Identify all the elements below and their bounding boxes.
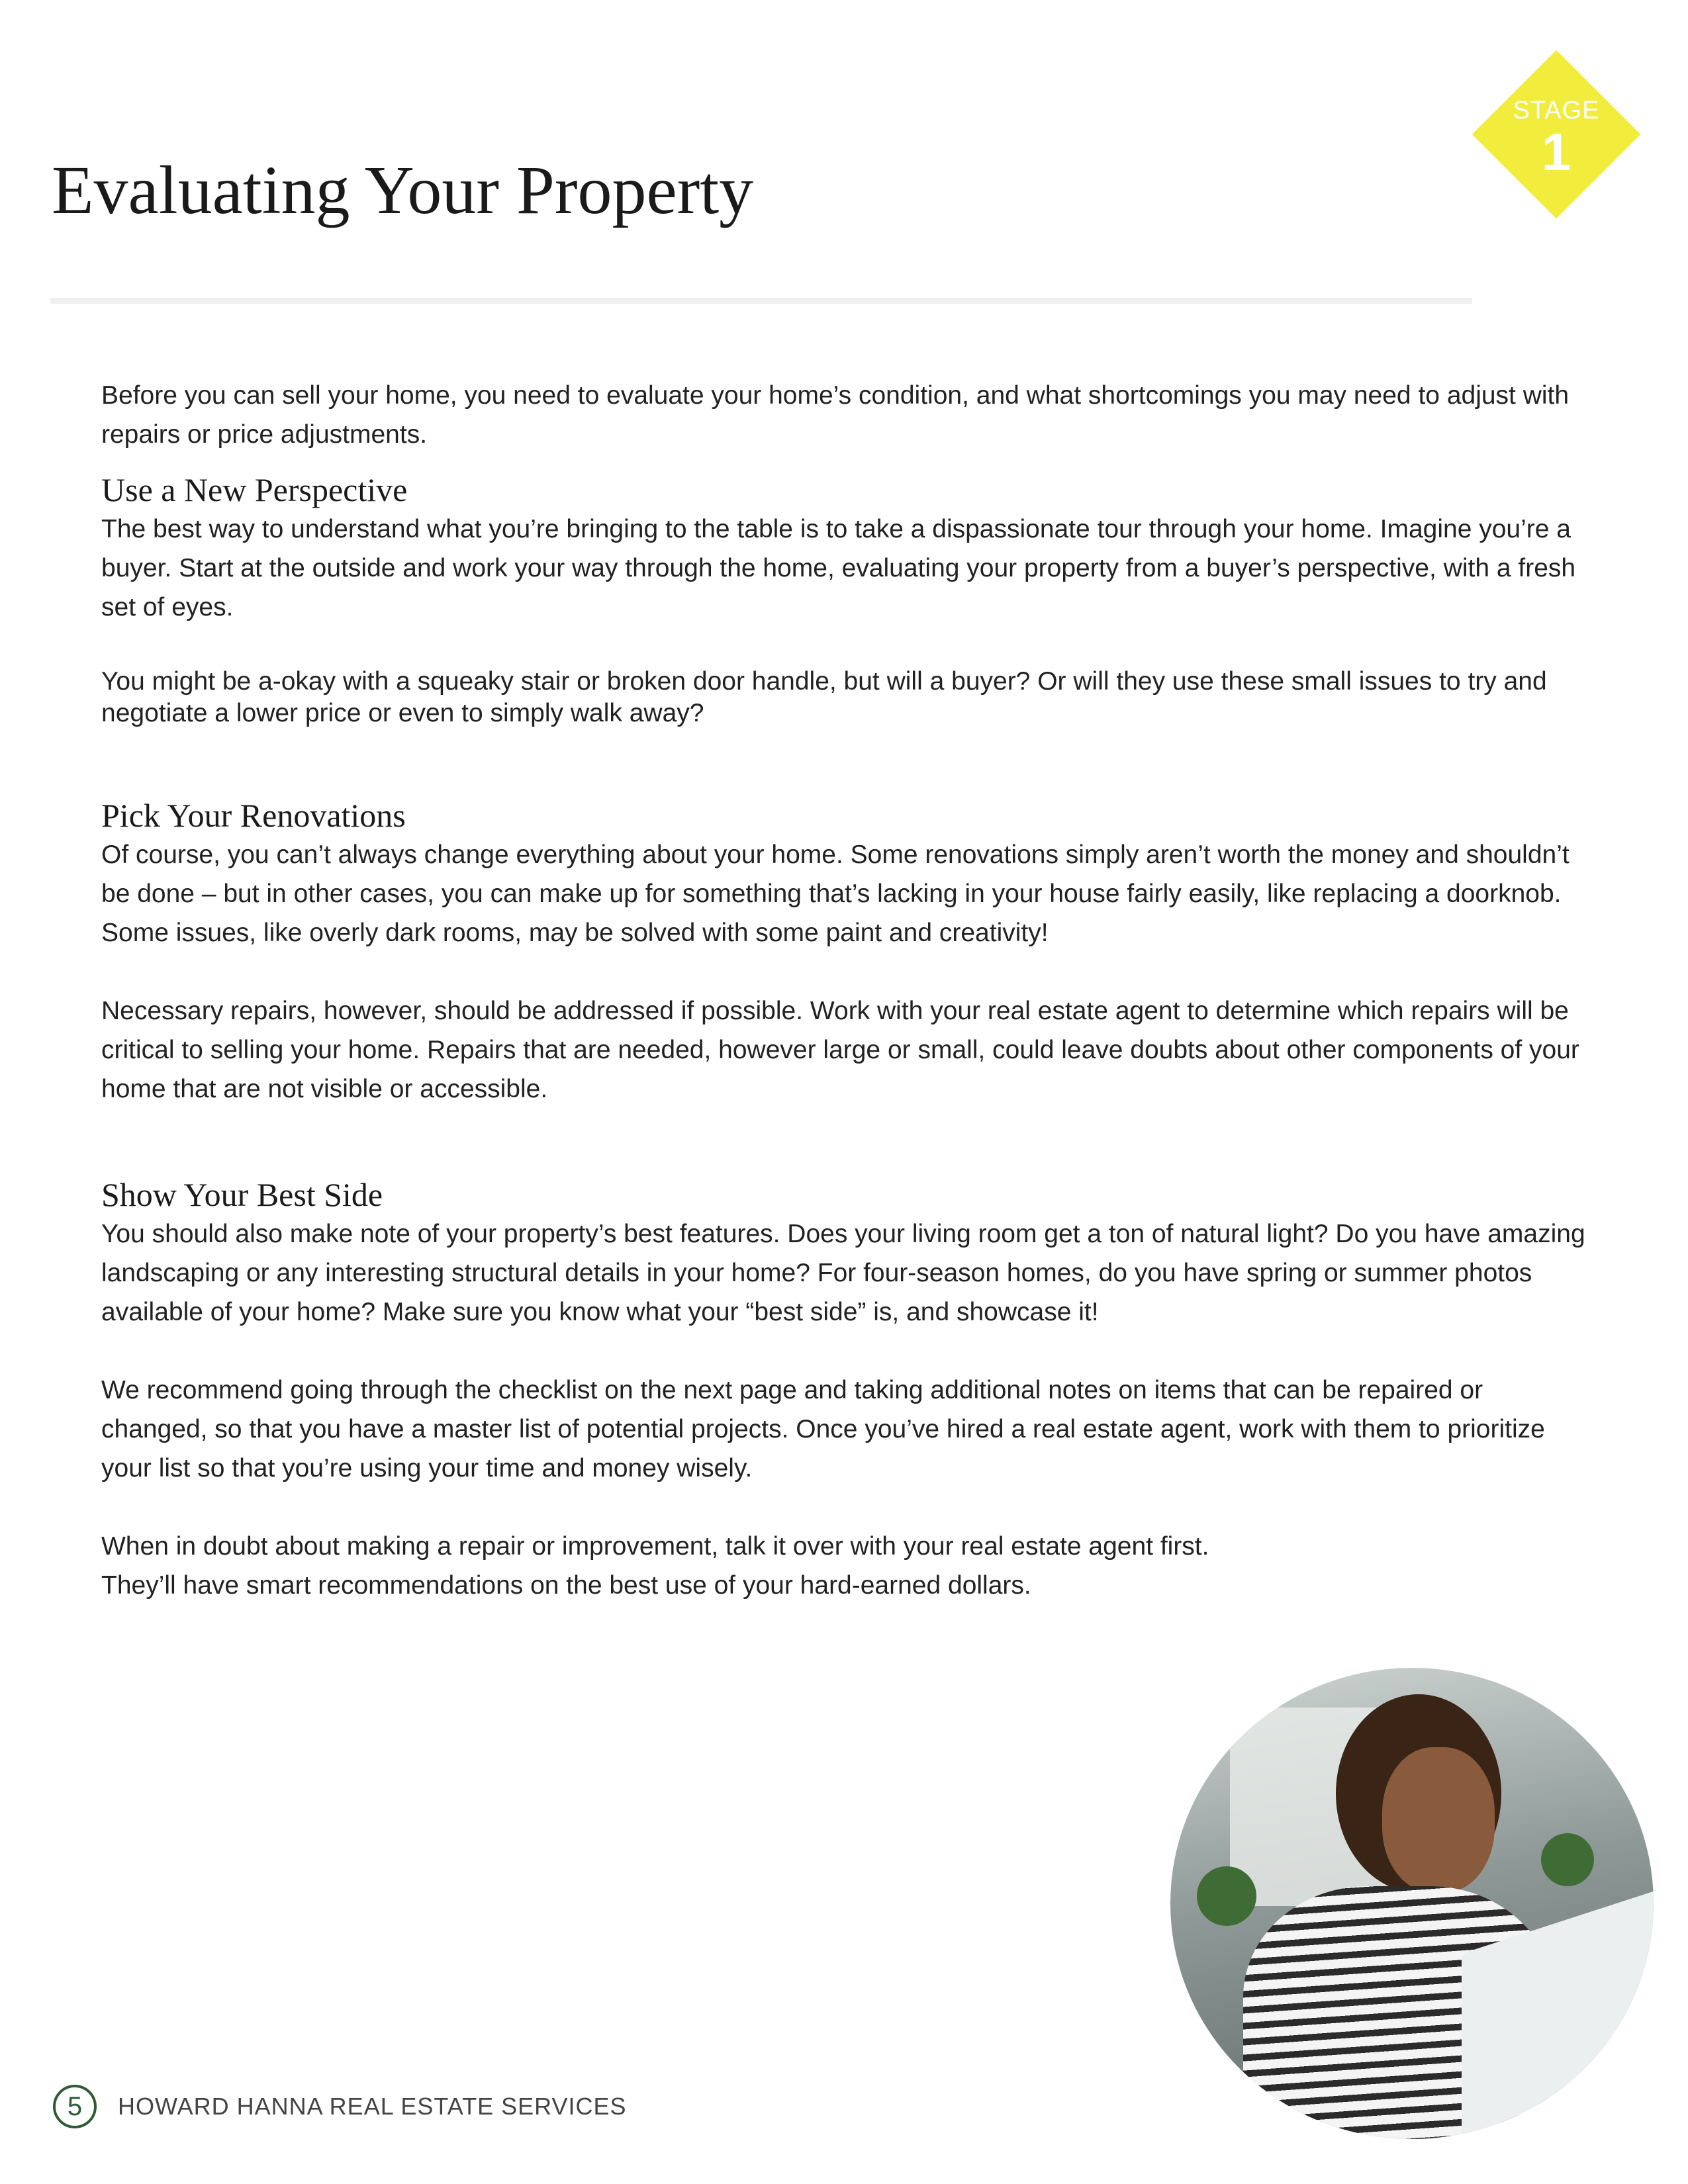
- section-paragraph: We recommend going through the checklist on the next page and taking additional notes on items that can be repaired or changed, so that you have a master list of potential projects. Once you’ve hired a real estate agent, work with them to prioritize your list so that you’re using your time and money wisely.: [101, 1376, 1545, 1482]
- page-title: Evaluating Your Property: [52, 152, 754, 228]
- section-heading-perspective: Use a New Perspective: [101, 471, 408, 508]
- section-paragraph: The best way to understand what you’re bringing to the table is to take a dispassionate tour through your home. Imagine you’re a buyer. Start at the outside and work your way through the home, evaluating your property from a buyer’s perspective, with a fresh set of eyes.: [101, 515, 1576, 621]
- spacer: [101, 729, 1591, 796]
- footer-company-name: HOWARD HANNA REAL ESTATE SERVICES: [118, 2093, 627, 2120]
- section-paragraph: They’ll have smart recommendations on the best use of your hard-earned dollars.: [101, 1571, 1031, 1600]
- intro-paragraph: Before you can sell your home, you need to evaluate your home’s condition, and what shortcomings you may need to adjust with repairs or price adjustments.: [101, 381, 1570, 449]
- title-divider: [50, 298, 1472, 304]
- section-heading-best-side: Show Your Best Side: [101, 1176, 383, 1213]
- spacer: [101, 1332, 1591, 1371]
- spacer: [101, 952, 1591, 991]
- section-heading-renovations: Pick Your Renovations: [101, 797, 406, 834]
- article-body: [101, 376, 1591, 1605]
- spacer: [101, 1109, 1591, 1175]
- section-paragraph: You might be a-okay with a squeaky stair or broken door handle, but will a buyer? Or will they use these small issues to try and negotiate a lower price or even to simply walk away?: [101, 667, 1547, 727]
- section-paragraph: Necessary repairs, however, should be addressed if possible. Work with your real estate agent to determine which repairs will be critical to selling your home. Repairs that are needed, however large or small, could leave doubts about other components of your home that are not visible or accessible.: [101, 997, 1579, 1103]
- section-paragraph: You should also make note of your property’s best features. Does your living room get a ton of natural light? Do you have amazing landscaping or any interesting structural details in your home? For four-season homes, do you have spring or summer photos available of your home? Make sure you know what your “best side” is, and showcase it!: [101, 1220, 1585, 1326]
- section-paragraph: When in doubt about making a repair or improvement, talk it over with your real estate agent first.: [101, 1532, 1209, 1561]
- stage-label: STAGE: [1513, 97, 1600, 124]
- page-number: 5: [53, 2085, 97, 2128]
- stage-number: 1: [1541, 122, 1571, 181]
- woman-at-laptop-photo: [1170, 1668, 1654, 2139]
- section-paragraph: Of course, you can’t always change everything about your home. Some renovations simply aren’t worth the money and shouldn’t be done – but in other cases, you can make up for something that’s lacking in your house fairly easily, like replacing a doorknob. Some issues, like overly dark rooms, may be solved with some paint and creativity!: [101, 841, 1570, 947]
- spacer: [101, 454, 1591, 470]
- spacer: [101, 627, 1591, 666]
- stage-badge: [1472, 50, 1640, 218]
- spacer: [101, 1488, 1591, 1527]
